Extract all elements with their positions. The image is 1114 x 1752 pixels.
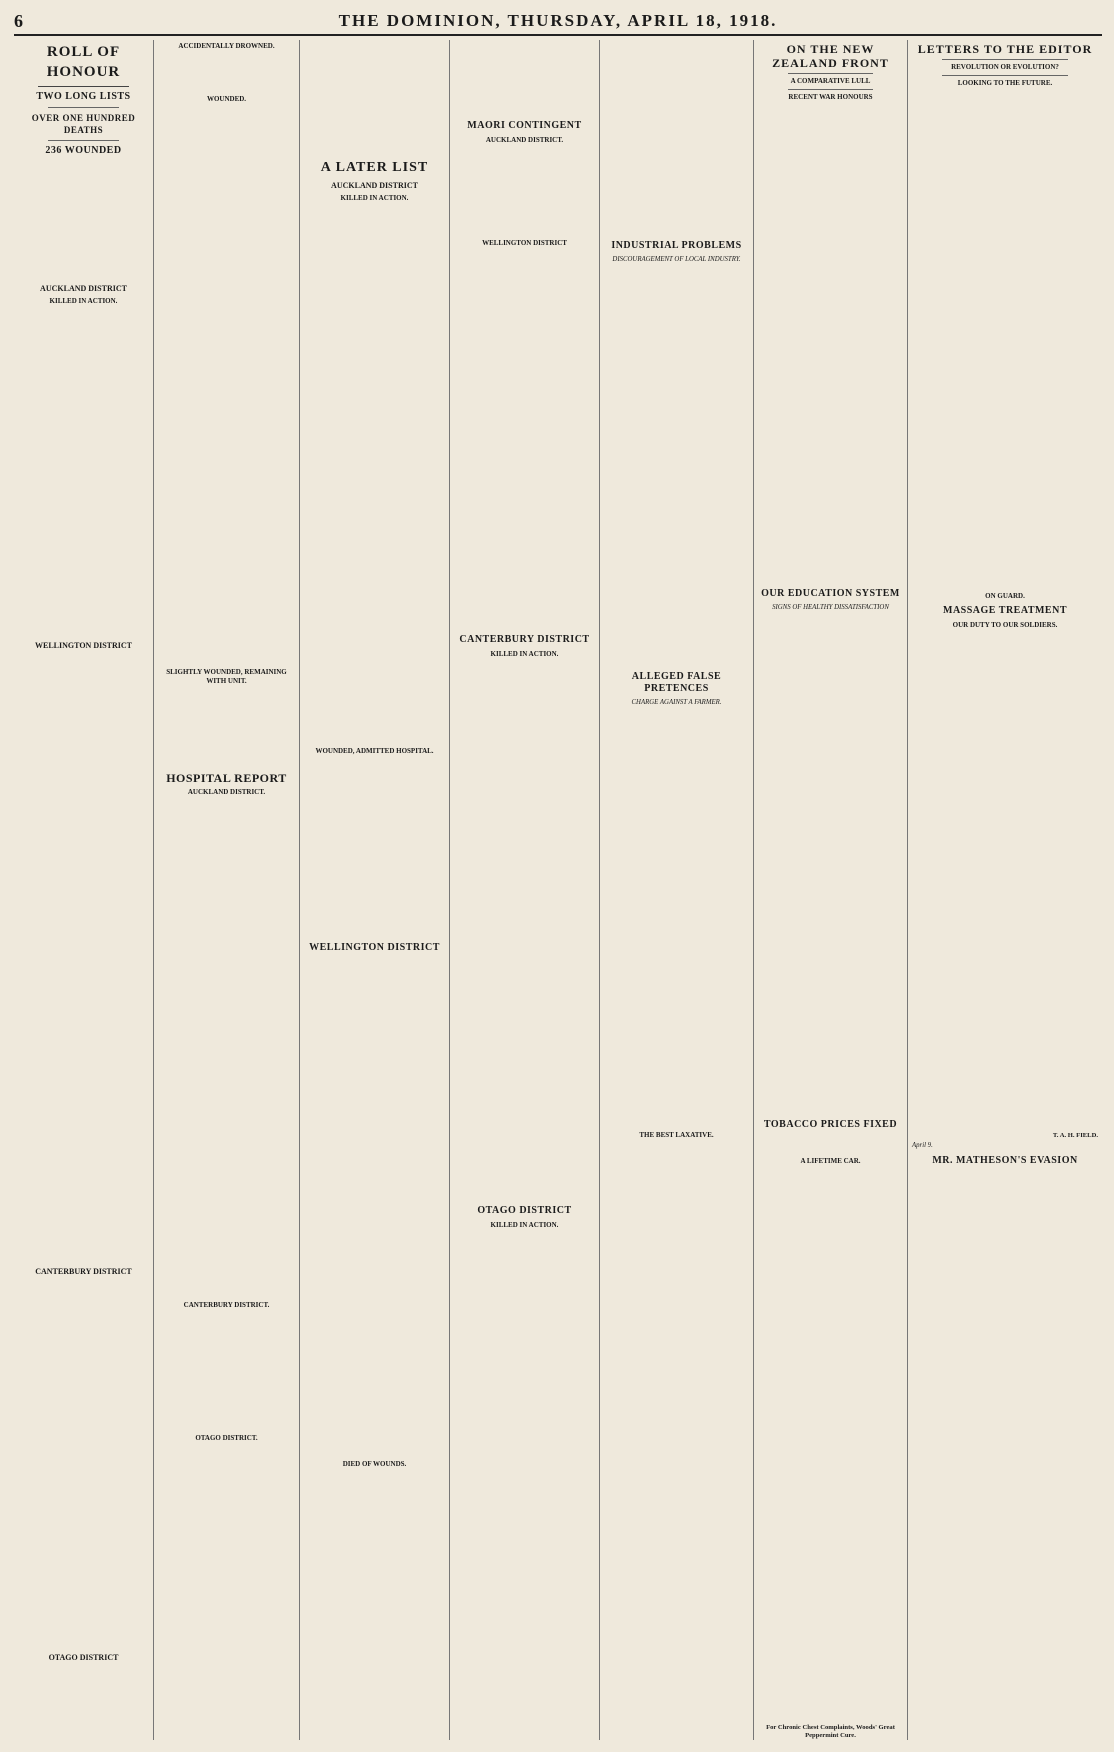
headline-alleged-false-pretences: ALLEGED FALSE PRETENCES bbox=[631, 670, 722, 694]
headline-roll-of-honour: ROLL OF HONOUR bbox=[46, 44, 121, 80]
subhead-two-long-lists: TWO LONG LISTS bbox=[36, 91, 131, 102]
subhead-on-guard: ON GUARD. bbox=[985, 592, 1025, 600]
column-articles bbox=[600, 40, 754, 1740]
section-killed-otago: KILLED IN ACTION. bbox=[490, 1221, 559, 1229]
section-auckland-district: AUCKLAND DISTRICT. bbox=[187, 788, 266, 796]
section-auckland: AUCKLAND DISTRICT bbox=[331, 181, 418, 190]
headline-tobacco-prices: TOBACCO PRICES FIXED bbox=[763, 1118, 898, 1130]
subhead-wounded: 236 WOUNDED bbox=[45, 145, 122, 156]
section-auckland: AUCKLAND DISTRICT bbox=[40, 284, 127, 293]
subhead-charge-farmer: CHARGE AGAINST A FARMER. bbox=[631, 698, 722, 706]
column-casualties-2 bbox=[154, 40, 300, 1740]
column-nz-front bbox=[754, 40, 908, 1740]
subhead-revolution: REVOLUTION OR EVOLUTION? bbox=[951, 63, 1059, 71]
section-otago-district: OTAGO DISTRICT. bbox=[195, 1434, 258, 1442]
section-canterbury: CANTERBURY DISTRICT bbox=[35, 1267, 132, 1276]
section-killed: KILLED IN ACTION. bbox=[490, 650, 559, 658]
letter-date: April 9. bbox=[912, 1142, 933, 1149]
headline-canterbury: CANTERBURY DISTRICT bbox=[459, 634, 590, 645]
headline-wellington: WELLINGTON DISTRICT bbox=[309, 942, 440, 953]
ad-chest-complaints: For Chronic Chest Complaints, Woods' Great Peppermint Cure. bbox=[766, 1724, 895, 1739]
headline-maori-contingent: MAORI CONTINGENT bbox=[467, 120, 582, 131]
section-killed: KILLED IN ACTION. bbox=[340, 194, 409, 202]
section-wellington-district: WELLINGTON DISTRICT bbox=[482, 239, 567, 247]
masthead bbox=[14, 8, 1102, 36]
column-roll-of-honour bbox=[14, 40, 154, 1740]
subhead-duty-soldiers: OUR DUTY TO OUR SOLDIERS. bbox=[952, 621, 1058, 629]
page-number: 6 bbox=[14, 10, 23, 31]
column-letters bbox=[908, 40, 1102, 1740]
headline-industrial-problems: INDUSTRIAL PROBLEMS bbox=[611, 240, 742, 251]
ad-best-laxative: THE BEST LAXATIVE. bbox=[639, 1131, 714, 1139]
subhead-dissatisfaction: SIGNS OF HEALTHY DISSATISFACTION bbox=[772, 604, 889, 611]
headline-education-system: OUR EDUCATION SYSTEM bbox=[761, 588, 900, 599]
newspaper-title: THE DOMINION, THURSDAY, APRIL 18, 1918. bbox=[338, 11, 778, 30]
headline-nz-front: ON THE NEW ZEALAND FRONT bbox=[772, 42, 889, 70]
subhead-deaths: OVER ONE HUNDRED DEATHS bbox=[31, 113, 136, 135]
headline-hospital-report: HOSPITAL REPORT bbox=[166, 771, 287, 785]
section-killed: KILLED IN ACTION. bbox=[49, 297, 118, 305]
ad-lifetime-car: A LIFETIME CAR. bbox=[800, 1156, 861, 1165]
section-wellington: WELLINGTON DISTRICT bbox=[35, 641, 132, 650]
column-maori-contingent bbox=[450, 40, 600, 1740]
subhead-looking-future: LOOKING TO THE FUTURE. bbox=[957, 79, 1053, 87]
section-wounded: WOUNDED. bbox=[206, 95, 247, 103]
subhead-comparative-lull: A COMPARATIVE LULL bbox=[790, 77, 871, 85]
section-slightly-wounded: SLIGHTLY WOUNDED, REMAINING WITH UNIT. bbox=[166, 668, 287, 685]
section-auckland-district: AUCKLAND DISTRICT. bbox=[485, 136, 564, 144]
section-drowned: ACCIDENTALLY DROWNED. bbox=[178, 42, 275, 50]
section-otago: OTAGO DISTRICT bbox=[48, 1653, 119, 1662]
section-admitted-hospital: WOUNDED, ADMITTED HOSPITAL. bbox=[315, 747, 434, 755]
headline-otago: OTAGO DISTRICT bbox=[477, 1205, 572, 1216]
letter-signature: T. A. H. FIELD. bbox=[1052, 1132, 1098, 1139]
headline-letters: LETTERS TO THE EDITOR bbox=[917, 42, 1093, 56]
headline-later-list: A LATER LIST bbox=[320, 160, 429, 175]
subhead-war-honours: RECENT WAR HONOURS bbox=[788, 93, 873, 101]
section-canterbury-district: CANTERBURY DISTRICT. bbox=[183, 1301, 270, 1309]
subhead-discouragement: DISCOURAGEMENT OF LOCAL INDUSTRY. bbox=[612, 256, 741, 263]
headline-massage: MASSAGE TREATMENT bbox=[943, 605, 1067, 616]
section-died-of-wounds: DIED OF WOUNDS. bbox=[342, 1460, 407, 1468]
column-later-list bbox=[300, 40, 450, 1740]
headline-matheson: MR. MATHESON'S EVASION bbox=[932, 1154, 1078, 1166]
